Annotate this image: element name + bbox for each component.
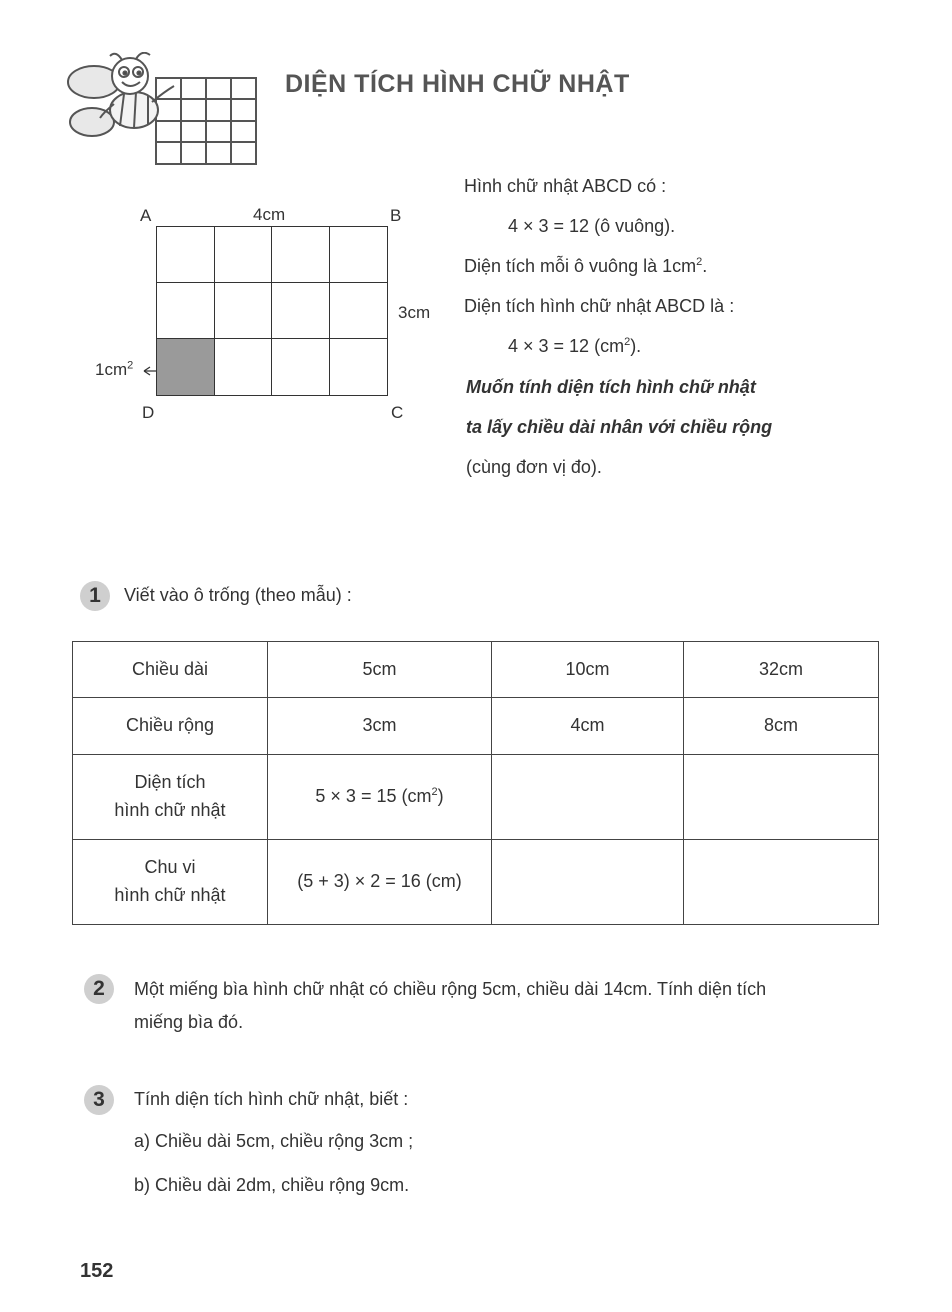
side-length-label: 3cm	[398, 303, 431, 322]
exercise-1-badge: 1	[80, 581, 110, 611]
perimeter-blank-cell[interactable]	[684, 840, 879, 925]
explanation-line-4: Diện tích hình chữ nhật ABCD là :	[464, 296, 735, 316]
unit-square-label: $1cm^2$	[95, 359, 134, 379]
perimeter-example-cell: (5 + 3) × 2 = 16 (cm)	[268, 840, 492, 925]
grid-cell	[157, 227, 215, 283]
area-example-cell: 5 × 3 = 15 $(cm^2)$	[268, 755, 492, 840]
top-length-label: 4cm	[253, 205, 286, 224]
rule-line-3: (cùng đơn vị đo).	[466, 457, 602, 477]
exercise-3-badge: 3	[84, 1085, 114, 1115]
table-cell: 8cm	[684, 698, 879, 755]
table-cell: 10cm	[492, 642, 684, 698]
perimeter-row-label	[73, 840, 268, 925]
table-cell: 3cm	[268, 698, 492, 755]
area-label-line-1: Diện tích	[134, 772, 206, 793]
explanation-line-1: Hình chữ nhật ABCD có :	[464, 176, 667, 196]
grid-cell	[272, 227, 330, 283]
corner-a-label: A	[140, 206, 152, 225]
grid-cell	[272, 283, 330, 339]
page-title: DIỆN TÍCH HÌNH CHỮ NHẬT	[285, 70, 630, 98]
corner-d-label: D	[142, 403, 155, 422]
exercise-3-item-b: b) Chiều dài 2dm, chiều rộng 9cm.	[134, 1175, 410, 1195]
perimeter-blank-cell[interactable]	[492, 840, 684, 925]
exercise-3-item-a: a) Chiều dài 5cm, chiều rộng 3cm ;	[134, 1131, 414, 1151]
area-row-label	[73, 755, 268, 840]
exercise-2-line-2: miếng bìa đó.	[134, 1012, 244, 1032]
table-cell: 5cm	[268, 642, 492, 698]
grid-cell	[330, 283, 388, 339]
table-row-length	[73, 642, 879, 698]
table-cell: 32cm	[684, 642, 879, 698]
grid-cell	[330, 339, 388, 395]
exercise-2-badge: 2	[84, 974, 114, 1004]
rule-line-2: ta lấy chiều dài nhân với chiều rộng	[466, 417, 773, 437]
exercise-1-prompt: Viết vào ô trống (theo mẫu) :	[124, 585, 352, 605]
unit-square-cell	[157, 339, 215, 395]
area-blank-cell[interactable]	[492, 755, 684, 840]
corner-c-label: C	[391, 403, 404, 422]
grid-cell	[215, 227, 273, 283]
grid-cell	[272, 339, 330, 395]
area-blank-cell[interactable]	[684, 755, 879, 840]
length-row-label: Chiều dài	[73, 642, 268, 698]
exercise-2-line-1: Một miếng bìa hình chữ nhật có chiều rộng 5cm, chiều dài 14cm. Tính diện tích	[134, 979, 767, 999]
rule-line-1: Muốn tính diện tích hình chữ nhật	[466, 377, 756, 397]
area-perimeter-table	[72, 641, 879, 925]
grid-cell	[330, 227, 388, 283]
table-row-area	[73, 755, 879, 840]
grid-cell	[157, 283, 215, 339]
bee-mascot-illustration	[64, 52, 264, 172]
perimeter-label-line-1: Chu vi	[144, 857, 196, 878]
table-cell: 4cm	[492, 698, 684, 755]
rectangle-grid	[156, 226, 388, 396]
page-number: 152	[80, 1260, 114, 1282]
explanation-line-5: 4 × 3 = 12 $(cm^2)$.	[508, 336, 642, 356]
table-row-perimeter	[73, 840, 879, 925]
grid-cell	[215, 283, 273, 339]
explanation-line-3: Diện tích mỗi ô vuông là $1cm^2$.	[464, 256, 708, 276]
corner-b-label: B	[390, 206, 402, 225]
grid-cell	[215, 339, 273, 395]
explanation-line-2: 4 × 3 = 12 (ô vuông).	[508, 216, 676, 236]
exercise-3-prompt: Tính diện tích hình chữ nhật, biết :	[134, 1089, 409, 1109]
perimeter-label-line-2: hình chữ nhật	[114, 885, 226, 905]
area-label-line-2: hình chữ nhật	[114, 800, 226, 820]
width-row-label: Chiều rộng	[73, 698, 268, 755]
table-row-width	[73, 698, 879, 755]
